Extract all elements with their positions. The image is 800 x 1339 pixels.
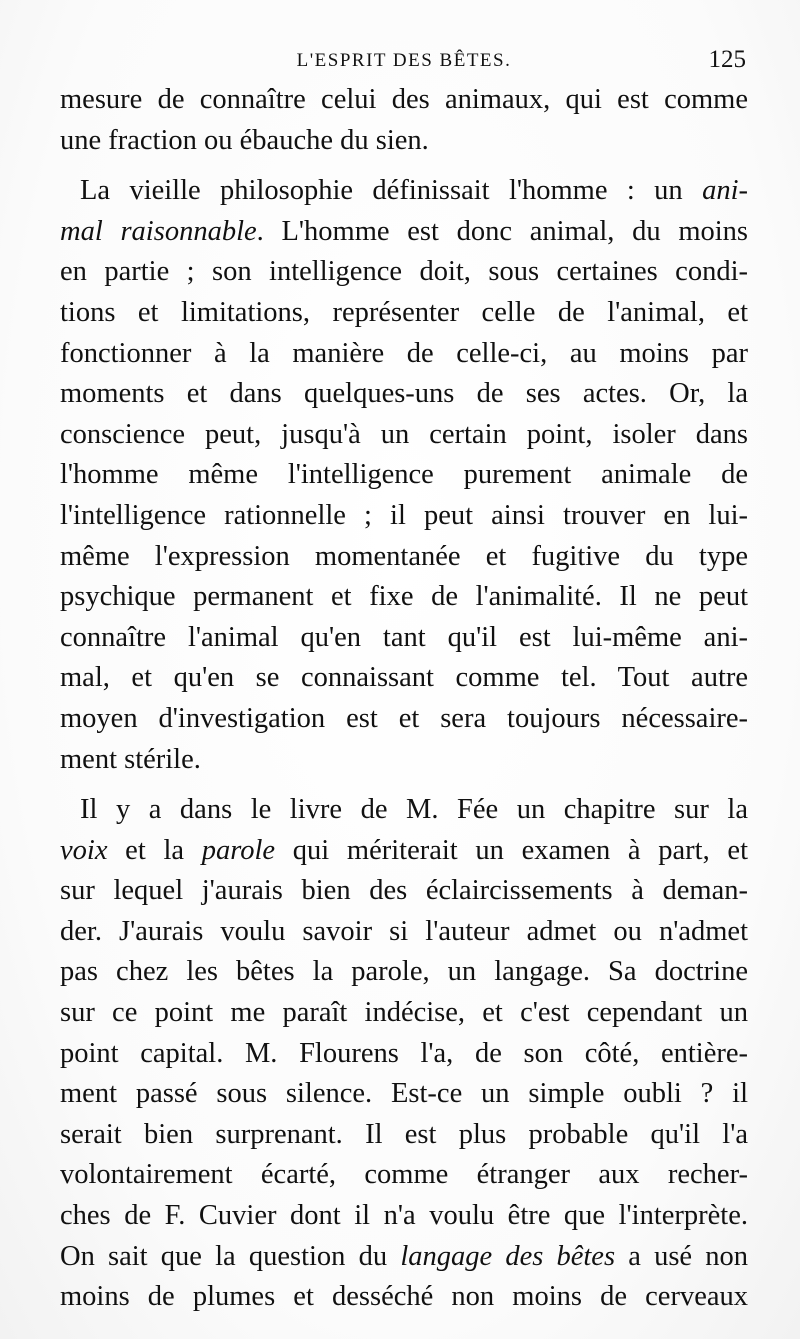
italic-text: mal raisonnable bbox=[60, 215, 257, 247]
text-line: ches de F. Cuvier dont il n'a voulu être que l'interprète. bbox=[60, 1200, 748, 1232]
paragraph bbox=[60, 171, 748, 780]
text-line: mal raisonnable. L'homme est donc animal, du moins bbox=[60, 215, 748, 247]
text-line: tions et limitations, représenter celle de l'animal, et bbox=[60, 296, 748, 328]
page-header bbox=[60, 0, 748, 80]
paragraph-gap bbox=[60, 161, 748, 171]
text-line: l'homme même l'intelligence purement animale de bbox=[60, 459, 748, 491]
italic-text: ani- bbox=[702, 175, 748, 207]
text-line: pas chez les bêtes la parole, un langage. Sa doctrine bbox=[60, 956, 748, 988]
text-line: Il y a dans le livre de M. Fée un chapitre sur la bbox=[80, 794, 748, 826]
text-line: mal, et qu'en se connaissant comme tel. Tout autre bbox=[60, 662, 748, 694]
text-line: der. J'aurais voulu savoir si l'auteur admet ou n'admet bbox=[60, 915, 748, 947]
italic-text: langage des bêtes bbox=[400, 1240, 616, 1272]
text-line: volontairement écarté, comme étranger aux recher- bbox=[60, 1159, 748, 1191]
page-number: 125 bbox=[708, 46, 746, 73]
text-line: ment passé sous silence. Est-ce un simple oubli ? il bbox=[60, 1078, 748, 1110]
text-line: moins de plumes et desséché non moins de cerveaux bbox=[60, 1281, 748, 1313]
text-line: sur lequel j'aurais bien des éclaircissements à deman- bbox=[60, 875, 748, 907]
text-line: La vieille philosophie définissait l'homme : un ani- bbox=[80, 175, 748, 207]
paragraph bbox=[60, 790, 748, 1318]
text-line: voix et la parole qui mériterait un examen à part, et bbox=[60, 834, 748, 866]
text-line: l'intelligence rationnelle ; il peut ainsi trouver en lui- bbox=[60, 499, 748, 531]
text-line: point capital. M. Flourens l'a, de son côté, entière- bbox=[60, 1037, 748, 1069]
text-line: ment stérile. bbox=[60, 743, 201, 775]
text-line: sur ce point me paraît indécise, et c'est cependant un bbox=[60, 997, 748, 1029]
paragraph-gap bbox=[60, 780, 748, 790]
text-line: même l'expression momentanée et fugitive du type bbox=[60, 540, 748, 572]
italic-text: voix bbox=[60, 834, 108, 866]
text-line: fonctionner à la manière de celle-ci, au moins par bbox=[60, 337, 748, 369]
text-line: psychique permanent et fixe de l'animalité. Il ne peut bbox=[60, 581, 748, 613]
body-text bbox=[60, 80, 748, 1318]
running-title: L'ESPRIT DES BÊTES. bbox=[296, 50, 512, 71]
italic-text: parole bbox=[201, 834, 276, 866]
text-line: une fraction ou ébauche du sien. bbox=[60, 124, 429, 156]
text-line: moments et dans quelques-uns de ses actes. Or, la bbox=[60, 378, 748, 410]
paragraph bbox=[60, 80, 748, 161]
text-line: connaître l'animal qu'en tant qu'il est lui-même ani- bbox=[60, 621, 748, 653]
text-line: On sait que la question du langage des bêtes a usé non bbox=[60, 1240, 748, 1272]
text-line: en partie ; son intelligence doit, sous certaines condi- bbox=[60, 256, 748, 288]
text-line: serait bien surprenant. Il est plus probable qu'il l'a bbox=[60, 1118, 748, 1150]
text-line: moyen d'investigation est et sera toujours nécessaire- bbox=[60, 702, 748, 734]
text-line: conscience peut, jusqu'à un certain point, isoler dans bbox=[60, 418, 748, 450]
text-line: mesure de connaître celui des animaux, qui est comme bbox=[60, 84, 748, 115]
